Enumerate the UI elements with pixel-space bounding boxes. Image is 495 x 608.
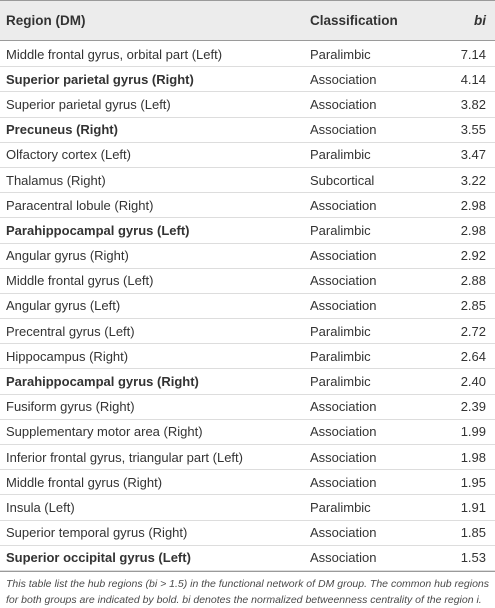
header-classification: Classification xyxy=(310,13,398,28)
cell-bi: 4.14 xyxy=(460,71,486,87)
table-row xyxy=(0,470,495,495)
table-row xyxy=(0,168,495,193)
cell-classification: Association xyxy=(310,273,377,289)
header-region: Region (DM) xyxy=(6,13,86,28)
cell-bi: 1.91 xyxy=(460,499,486,515)
cell-classification: Paralimbic xyxy=(310,222,371,238)
cell-bi: 1.98 xyxy=(460,449,486,465)
cell-region: Precuneus (Right) xyxy=(6,122,118,138)
cell-bi: 2.64 xyxy=(460,348,486,364)
table-row xyxy=(0,344,495,369)
cell-bi: 2.98 xyxy=(460,222,486,238)
table-row xyxy=(0,92,495,117)
cell-classification: Association xyxy=(310,449,377,465)
cell-classification: Association xyxy=(310,248,377,264)
cell-bi: 2.72 xyxy=(460,323,486,339)
cell-region: Middle frontal gyrus (Left) xyxy=(6,273,154,289)
table-row xyxy=(0,546,495,571)
cell-classification: Association xyxy=(310,424,377,440)
cell-classification: Subcortical xyxy=(310,172,375,188)
table-row xyxy=(0,67,495,92)
cell-classification: Association xyxy=(310,197,377,213)
table-row xyxy=(0,269,495,294)
cell-region: Olfactory cortex (Left) xyxy=(6,147,131,163)
cell-bi: 1.53 xyxy=(460,550,486,566)
cell-region: Fusiform gyrus (Right) xyxy=(6,399,135,415)
header-bi: bi xyxy=(474,13,486,28)
cell-classification: Paralimbic xyxy=(310,46,371,62)
cell-classification: Association xyxy=(310,550,377,566)
table-row xyxy=(0,445,495,470)
table-row xyxy=(0,319,495,344)
cell-bi: 2.98 xyxy=(460,197,486,213)
cell-region: Inferior frontal gyrus, triangular part (Left) xyxy=(6,449,243,465)
table-header-row xyxy=(0,0,495,41)
cell-region: Middle frontal gyrus (Right) xyxy=(6,474,163,490)
table-body xyxy=(0,42,495,571)
cell-region: Insula (Left) xyxy=(6,499,75,515)
cell-classification: Association xyxy=(310,96,377,112)
cell-region: Superior temporal gyrus (Right) xyxy=(6,525,188,541)
cell-bi: 2.92 xyxy=(460,248,486,264)
cell-bi: 1.95 xyxy=(460,474,486,490)
cell-region: Superior parietal gyrus (Right) xyxy=(6,71,194,87)
table-row xyxy=(0,244,495,269)
table-row xyxy=(0,42,495,67)
table-row xyxy=(0,521,495,546)
table-row xyxy=(0,369,495,394)
cell-classification: Paralimbic xyxy=(310,499,371,515)
table-row xyxy=(0,218,495,243)
cell-bi: 7.14 xyxy=(460,46,486,62)
cell-region: Hippocampus (Right) xyxy=(6,348,129,364)
cell-classification: Association xyxy=(310,298,377,314)
cell-bi: 1.85 xyxy=(460,525,486,541)
cell-region: Middle frontal gyrus, orbital part (Left) xyxy=(6,46,223,62)
table-row xyxy=(0,495,495,520)
table-caption: This table list the hub regions (bi > 1.5) in the functional network of DM group. The common hub regions for both groups are indicated by bold. bi denotes the normalized betweenness centrality of the region i. xyxy=(6,577,489,606)
cell-classification: Association xyxy=(310,474,377,490)
cell-region: Superior occipital gyrus (Left) xyxy=(6,550,191,566)
cell-region: Thalamus (Right) xyxy=(6,172,106,188)
cell-region: Superior parietal gyrus (Left) xyxy=(6,96,171,112)
table-row xyxy=(0,395,495,420)
cell-classification: Association xyxy=(310,71,377,87)
cell-region: Supplementary motor area (Right) xyxy=(6,424,203,440)
table-row xyxy=(0,193,495,218)
cell-region: Parahippocampal gyrus (Right) xyxy=(6,374,199,390)
cell-region: Angular gyrus (Left) xyxy=(6,298,121,314)
cell-bi: 2.40 xyxy=(460,374,486,390)
table-row xyxy=(0,294,495,319)
cell-classification: Association xyxy=(310,122,377,138)
cell-classification: Association xyxy=(310,525,377,541)
table-row xyxy=(0,118,495,143)
table-row xyxy=(0,143,495,168)
cell-region: Parahippocampal gyrus (Left) xyxy=(6,222,190,238)
cell-classification: Paralimbic xyxy=(310,374,371,390)
cell-bi: 3.82 xyxy=(460,96,486,112)
table-row xyxy=(0,420,495,445)
cell-classification: Paralimbic xyxy=(310,323,371,339)
cell-classification: Paralimbic xyxy=(310,147,371,163)
cell-region: Angular gyrus (Right) xyxy=(6,248,129,264)
cell-classification: Association xyxy=(310,399,377,415)
cell-bi: 3.55 xyxy=(460,122,486,138)
cell-region: Precentral gyrus (Left) xyxy=(6,323,135,339)
cell-bi: 3.22 xyxy=(460,172,486,188)
cell-bi: 1.99 xyxy=(460,424,486,440)
cell-bi: 2.39 xyxy=(460,399,486,415)
cell-region: Paracentral lobule (Right) xyxy=(6,197,154,213)
cell-bi: 2.85 xyxy=(460,298,486,314)
cell-bi: 2.88 xyxy=(460,273,486,289)
cell-bi: 3.47 xyxy=(460,147,486,163)
cell-classification: Paralimbic xyxy=(310,348,371,364)
